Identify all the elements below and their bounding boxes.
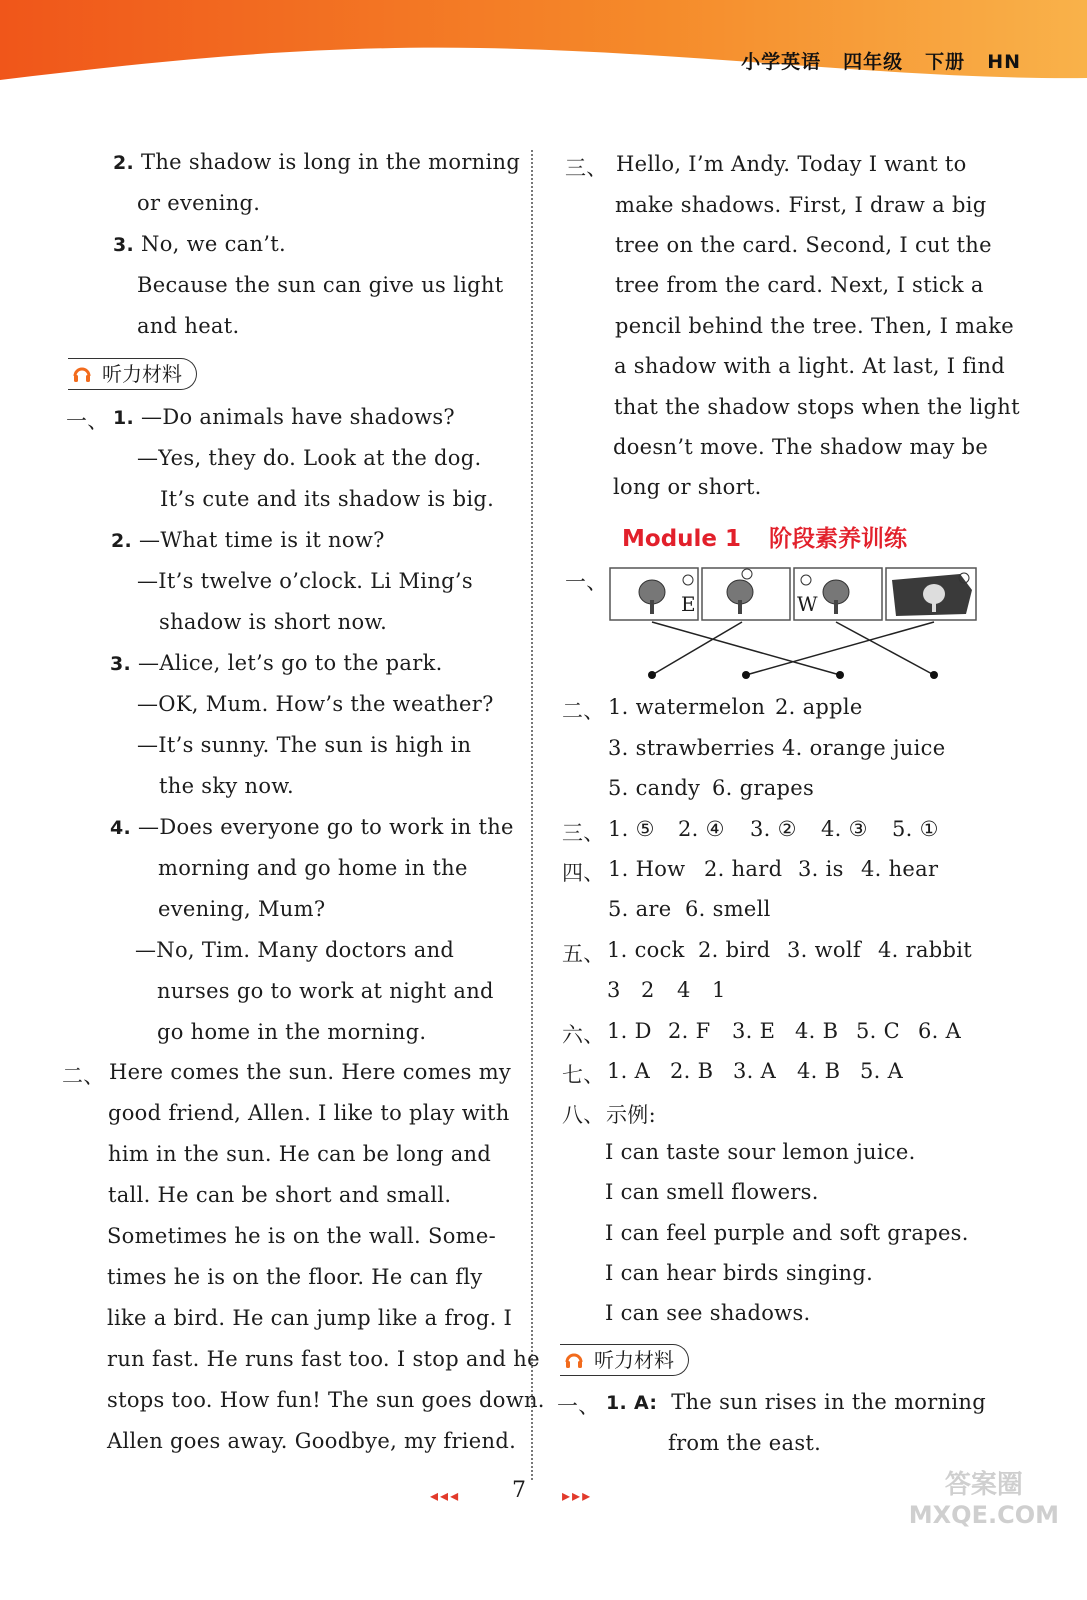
dialog-4-line-5: nurses go to work at night and [157,979,494,1003]
q5-ans-1: 1. cock [607,938,685,962]
picture-2 [702,568,790,620]
listening-badge-2: 听力材料 [560,1344,689,1376]
matching-dots [648,671,938,679]
q5-order-4: 1 [712,978,726,1002]
dialog-3-line-1: 3. —Alice, let’s go to the park. [110,651,443,675]
q3-ans-2: 2. ④ [678,817,725,841]
passage-line-10: Allen goes away. Goodbye, my friend. [107,1429,517,1453]
last-marker: 一、 [557,1394,600,1418]
passage-line-2: good friend, Allen. I like to play with [108,1101,510,1125]
right-passage-line-7: that the shadow stops when the light [614,395,1020,419]
right-passage-line-6: a shadow with a light. At last, I find [614,354,1006,378]
page-number: 7 [512,1478,526,1503]
q6-ans-6: 6. A [918,1019,962,1043]
left-item-2: 2. The shadow is long in the morning [113,150,521,174]
q3-ans-3: 3. ② [750,817,797,841]
header-subject: 小学英语 [741,51,822,73]
q6-ans-2: 2. F [668,1019,711,1043]
passage-line-7: like a bird. He can jump like a frog. I [107,1306,513,1330]
q5-ans-3: 3. wolf [787,938,861,962]
watermark [909,1470,1059,1530]
q7-ans-2: 2. B [670,1059,714,1083]
q2-row-1-b: 2. apple [775,695,863,719]
passage-line-8: run fast. He runs fast too. I stop and he [107,1347,540,1371]
right-passage-line-3: tree on the card. Second, I cut the [615,233,992,257]
dialog-1-line-1: 1. —Do animals have shadows? [113,405,455,429]
matching-lines [652,622,934,675]
q3-marker: 三、 [562,821,605,845]
watermark-line-1: 答案圈 [944,1470,1023,1500]
q6-ans-5: 5. C [856,1019,900,1043]
q5-marker: 五、 [562,942,605,966]
left-item-3-cont2: and heat. [137,314,240,338]
q3-ans-5: 5. ① [892,817,939,841]
q2-row-2-a: 3. strawberries [608,736,775,760]
q6-ans-3: 3. E [732,1019,776,1043]
q5-ans-2: 2. bird [698,938,771,962]
headphones-icon [72,364,92,384]
passage-line-3: him in the sun. He can be long and [108,1142,492,1166]
q7-ans-5: 5. A [860,1059,904,1083]
q4-ans-1: 1. How [608,857,686,881]
headphones-icon [564,1350,584,1370]
q3-ans-1: 1. ⑤ [608,817,655,841]
q8-line-2: I can smell flowers. [605,1180,819,1204]
q5-ans-4: 4. rabbit [878,938,973,962]
right-passage-line-4: tree from the card. Next, I stick a [615,273,984,297]
q5-order-1: 3 [607,978,621,1002]
dialog-2-line-3: shadow is short now. [159,610,388,634]
q8-line-3: I can feel purple and soft grapes. [605,1221,969,1245]
column-divider [531,150,533,1480]
q4-ans-2: 2. hard [704,857,783,881]
q5-order-2: 2 [641,978,655,1002]
dialog-2-line-2: —It’s twelve o’clock. Li Ming’s [137,569,473,593]
left-item-3-cont: Because the sun can give us light [137,273,504,297]
picture-3-letter: W [797,592,818,616]
q2-row-2-b: 4. orange juice [782,736,946,760]
passage-line-4: tall. He can be short and small. [108,1183,452,1207]
page-prev-arrows: ◂◂◂ [430,1486,461,1505]
header-edition: HN [987,51,1021,73]
q4-ans-5: 5. are [608,897,672,921]
q6-ans-1: 1. D [607,1019,652,1043]
dialog-4-line-3: evening, Mum? [158,897,326,921]
right-passage-line-1: Hello, I’m Andy. Today I want to [616,152,967,176]
passage-line-6: times he is on the floor. He can fly [107,1265,483,1289]
dialog-4-line-6: go home in the morning. [157,1020,427,1044]
q6-marker: 六、 [562,1023,605,1047]
dialog-4-line-1: 4. —Does everyone go to work in the [110,815,514,839]
section-1-marker: 一、 [66,409,109,433]
q8-line-4: I can hear birds singing. [605,1261,874,1285]
right-passage-line-2: make shadows. First, I draw a big [615,193,987,217]
q7-marker: 七、 [562,1063,605,1087]
passage-line-9: stops too. How fun! The sun goes down. [107,1388,545,1412]
q8-line-5: I can see shadows. [605,1301,811,1325]
dialog-1-line-2: —Yes, they do. Look at the dog. [137,446,482,470]
picture-1-letter: E [681,592,696,616]
dialog-4-line-2: morning and go home in the [158,856,468,880]
right-passage-line-9: long or short. [613,475,762,499]
q4-ans-6: 6. smell [685,897,771,921]
q2-row-1-a: 1. watermelon [608,695,766,719]
left-item-3: 3. No, we can’t. [113,232,286,256]
section-2-marker: 二、 [62,1064,105,1088]
dialog-3-line-3: —It’s sunny. The sun is high in [137,733,472,757]
q2-row-3-a: 5. candy [608,776,701,800]
dialog-3-line-4: the sky now. [159,774,295,798]
passage-line-1: Here comes the sun. Here comes my [109,1060,512,1084]
q8-marker: 八、 [562,1103,605,1127]
listening-badge: 听力材料 [68,358,197,390]
header-info [719,47,1021,74]
picture-4 [886,568,976,620]
header-grade: 四年级 [843,51,904,73]
passage-line-5: Sometimes he is on the wall. Some- [107,1224,496,1248]
q7-ans-4: 4. B [797,1059,841,1083]
q7-ans-1: 1. A [607,1059,651,1083]
page-next-arrows: ▸▸▸ [562,1486,593,1505]
last-line-1: 1. A: The sun rises in the morning [606,1390,986,1414]
q7-ans-3: 3. A [733,1059,777,1083]
matching-diagram [600,560,990,685]
dialog-4-line-4: —No, Tim. Many doctors and [135,938,455,962]
right-passage-line-8: doesn’t move. The shadow may be [613,435,989,459]
dialog-3-line-2: —OK, Mum. How’s the weather? [137,692,494,716]
dialog-2-line-1: 2. —What time is it now? [111,528,385,552]
header-volume: 下册 [925,51,966,73]
q4-marker: 四、 [562,861,605,885]
q4-ans-3: 3. is [798,857,844,881]
watermark-line-2: MXQE.COM [908,1501,1059,1529]
q2-marker: 二、 [562,699,605,723]
dialog-1-line-3: It’s cute and its shadow is big. [160,487,495,511]
last-line-2: from the east. [668,1431,822,1455]
q1-marker: 一、 [565,570,608,594]
q8-line-1: I can taste sour lemon juice. [605,1140,916,1164]
section-3-marker: 三、 [565,156,608,180]
q3-ans-4: 4. ③ [821,817,868,841]
q4-ans-4: 4. hear [861,857,939,881]
q6-ans-4: 4. B [795,1019,839,1043]
module-title: Module 1 阶段素养训练 [622,526,908,552]
right-passage-line-5: pencil behind the tree. Then, I make [615,314,1014,338]
q8-label: 示例: [606,1103,656,1127]
left-item-2-cont: or evening. [137,191,261,215]
q2-row-3-b: 6. grapes [712,776,815,800]
q5-order-3: 4 [677,978,691,1002]
